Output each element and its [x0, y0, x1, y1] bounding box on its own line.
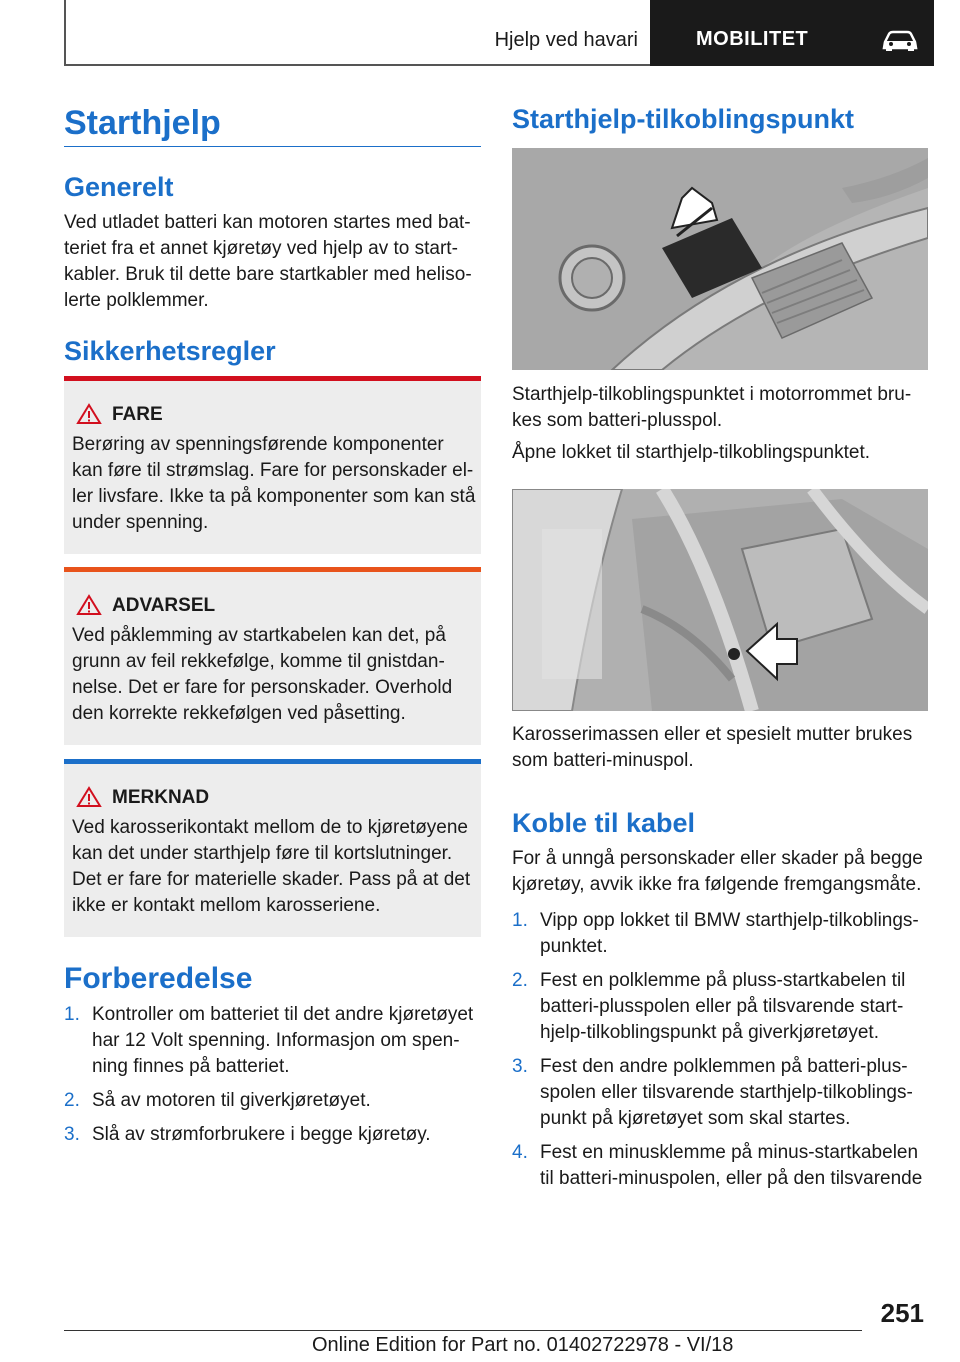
footer-edition — [312, 1334, 733, 1357]
list-item — [64, 1002, 481, 1080]
step-number: 1. — [64, 1004, 80, 1025]
step-text: Fest en minusklemme på minus-startkabelen til batteri-minuspolen, eller på den tilsvarende — [540, 1142, 923, 1189]
breadcrumb-box — [64, 0, 650, 66]
step-text: Så av motoren til giverkjøretøyet. — [92, 1090, 371, 1111]
step-number: 1. — [512, 910, 528, 931]
engine-bay-photo-plus — [512, 148, 928, 370]
connect-intro: For å unngå personskader eller skader på begge kjøretøy, avvik ikke fra følgende fremgangsmåte. — [512, 848, 923, 895]
step-number: 2. — [64, 1090, 80, 1111]
general-heading: Generelt — [64, 172, 174, 202]
step-text: Fest en polklemme på pluss-startkabelen til batteri-plusspolen eller på tilsvarende starthjelp-tilkoblingspunkt på giverkjøretøyet. — [540, 970, 906, 1043]
warning-level: ADVARSEL — [112, 595, 216, 616]
safety-heading: Sikkerhetsregler — [64, 336, 276, 366]
warning-text: Berøring av spenningsførende komponenter kan føre til strømslag. Fare for personskader eller livsfare. Ikke ta på komponenter som kan stå under spenning. — [72, 434, 476, 533]
page-header — [64, 0, 934, 66]
step-text: Fest den andre polklemmen på batteri-plusspolen eller tilsvarende starthjelp-tilkoblingspunkt på kjøretøyet som skal startes. — [540, 1056, 913, 1129]
warning-level: MERKNAD — [112, 787, 210, 808]
list-item — [512, 1140, 928, 1192]
engine-bay-plus-illustration — [512, 148, 928, 370]
warning-box-notice — [64, 759, 481, 937]
connection-heading: Starthjelp-tilkoblingspunkt — [512, 104, 854, 134]
warning-box-danger — [64, 376, 481, 554]
connect-heading: Koble til kabel — [512, 808, 696, 838]
preparation-steps — [64, 1002, 481, 1156]
section-tab[interactable] — [650, 0, 934, 66]
preparation-heading: Forberedelse — [64, 962, 253, 995]
warning-level: FARE — [112, 404, 163, 425]
step-text: Kontroller om batteriet til det andre kjøretøyet har 12 Volt spenning. Informasjon om spenning finnes på batteriet. — [92, 1004, 474, 1077]
connect-steps — [512, 908, 928, 1200]
list-item — [64, 1088, 481, 1114]
step-number: 2. — [512, 970, 528, 991]
list-item — [64, 1122, 481, 1148]
warning-text: Ved påklemming av startkabelen kan det, på grunn av feil rekkefølge, komme til gnistdannelse. Det er fare for personskader. Overhold den korrekte rekkefølgen ved påsetting. — [72, 625, 453, 724]
car-icon — [882, 28, 918, 52]
edition-text: Online Edition for Part no. 01402722978 - VI/18 — [312, 1334, 734, 1356]
title-rule — [64, 146, 481, 147]
step-number: 3. — [512, 1056, 528, 1077]
caption-plus-pole: Starthjelp-tilkoblingspunktet i motorrommet brukes som batteri-plusspol. — [512, 384, 912, 431]
engine-bay-minus-illustration — [512, 489, 928, 711]
warning-bar — [64, 376, 481, 381]
warning-text: Ved karosserikontakt mellom de to kjøretøyene kan det under starthjelp føre til kortslutninger. Det er fare for materielle skader. Pass på at det ikke er kontakt mellom karosseriene. — [72, 817, 471, 916]
step-number: 3. — [64, 1124, 80, 1145]
caption-minus-pole: Karosserimassen eller et spesielt mutter brukes som batteri-minuspol. — [512, 724, 913, 771]
breadcrumb[interactable]: Hjelp ved havari — [494, 29, 638, 51]
warning-triangle-icon — [76, 594, 102, 616]
list-item — [512, 908, 928, 960]
page-number: 251 — [880, 1298, 924, 1328]
step-text: Slå av strømforbrukere i begge kjøretøy. — [92, 1124, 431, 1145]
page-title: Starthjelp — [64, 104, 221, 142]
step-number: 4. — [512, 1142, 528, 1163]
warning-bar — [64, 567, 481, 572]
warning-triangle-icon — [76, 403, 102, 425]
warning-triangle-icon — [76, 786, 102, 808]
list-item — [512, 1054, 928, 1132]
engine-bay-photo-minus — [512, 489, 928, 711]
step-text: Vipp opp lokket til BMW starthjelp-tilkoblingspunktet. — [540, 910, 919, 957]
footer-rule — [64, 1330, 862, 1331]
caption-open-lid: Åpne lokket til starthjelp-tilkoblingspunktet. — [512, 442, 871, 463]
section-title: MOBILITET — [696, 28, 809, 50]
general-text: Ved utladet batteri kan motoren startes med batteriet fra et annet kjøretøy ved hjelp av to startkabler. Bruk til dette bare startkabler med helisolerte polklemmer. — [64, 212, 472, 311]
list-item — [512, 968, 928, 1046]
warning-bar — [64, 759, 481, 764]
warning-box-warning — [64, 567, 481, 745]
